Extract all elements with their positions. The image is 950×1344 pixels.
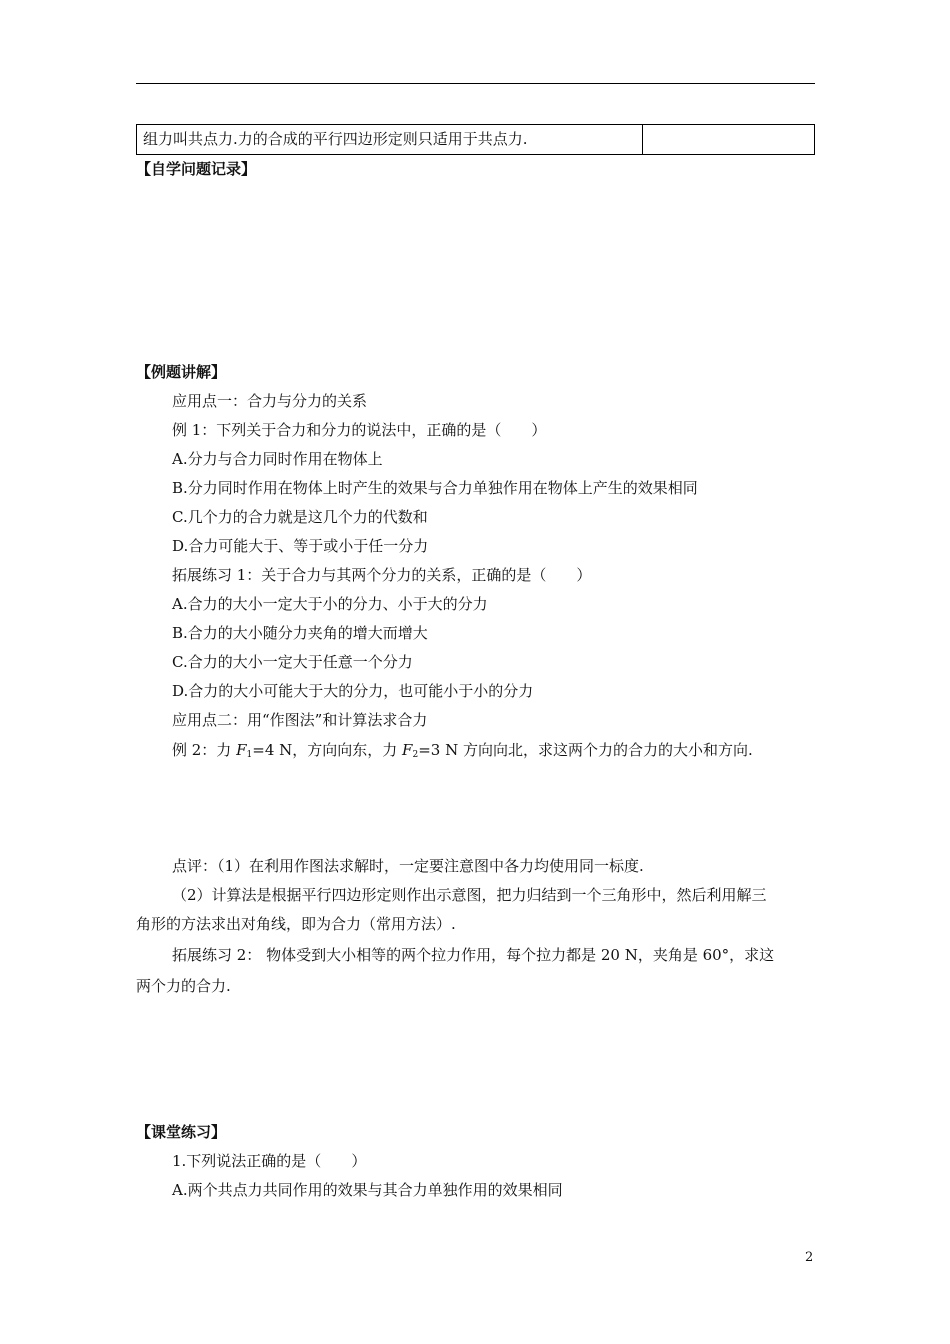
classroom-question-1-option-a: A.两个共点力共同作用的效果与其合力单独作用的效果相同	[172, 1181, 563, 1199]
force-f2-symbol: F	[402, 741, 413, 759]
extension-1-option-c: C.合力的大小一定大于任意一个分力	[172, 653, 413, 671]
extension-1-option-a: A.合力的大小一定大于小的分力、小于大的分力	[172, 595, 488, 613]
comment-line-1: 点评：（1）在利用作图法求解时，一定要注意图中各力均使用同一标度.	[172, 857, 644, 875]
extension-1-option-b: B.合力的大小随分力夹角的增大而增大	[172, 624, 428, 642]
continuation-table	[136, 124, 815, 155]
example-1-option-d: D.合力可能大于、等于或小于任一分力	[172, 537, 429, 555]
section-self-study-heading: 【自学问题记录】	[136, 160, 257, 178]
extension-1-option-d: D.合力的大小可能大于大的分力，也可能小于小的分力	[172, 682, 534, 700]
table-cell-side	[643, 125, 814, 154]
example-2-question	[172, 740, 753, 765]
example-2-text-1: 例 2：力	[172, 741, 237, 759]
header-rule	[136, 83, 815, 84]
example-1-question: 例 1：下列关于合力和分力的说法中，正确的是（ ）	[172, 421, 547, 439]
example-1-option-a: A.分力与合力同时作用在物体上	[172, 450, 383, 468]
force-f1-subscript: 1	[246, 750, 253, 760]
application-point-1: 应用点一：合力与分力的关系	[172, 392, 368, 410]
comment-line-3: 角形的方法求出对角线，即为合力（常用方法）.	[136, 915, 456, 933]
extension-2-line-1: 拓展练习 2： 物体受到大小相等的两个拉力作用，每个拉力都是 20 N，夹角是 60°，求这	[172, 946, 775, 964]
page-number: 2	[805, 1250, 814, 1265]
table-cell-main: 组力叫共点力.力的合成的平行四边形定则只适用于共点力.	[137, 125, 643, 154]
example-1-option-c: C.几个力的合力就是这几个力的代数和	[172, 508, 428, 526]
extension-2-line-2: 两个力的合力.	[136, 977, 231, 995]
example-2-text-2: =4 N，方向向东，力	[252, 741, 403, 759]
section-classroom-heading: 【课堂练习】	[136, 1123, 227, 1141]
example-2-text-3: =3 N 方向向北，求这两个力的合力的大小和方向.	[418, 741, 753, 759]
comment-line-2: （2）计算法是根据平行四边形定则作出示意图，把力归结到一个三角形中，然后利用解三	[172, 886, 767, 904]
force-f1-symbol: F	[236, 741, 247, 759]
application-point-2: 应用点二：用“作图法”和计算法求合力	[172, 711, 428, 729]
force-f2-subscript: 2	[412, 750, 419, 760]
classroom-question-1: 1.下列说法正确的是（ ）	[172, 1152, 367, 1170]
example-1-option-b: B.分力同时作用在物体上时产生的效果与合力单独作用在物体上产生的效果相同	[172, 479, 698, 497]
section-examples-heading: 【例题讲解】	[136, 363, 227, 381]
extension-1-question: 拓展练习 1：关于合力与其两个分力的关系，正确的是（ ）	[172, 566, 592, 584]
